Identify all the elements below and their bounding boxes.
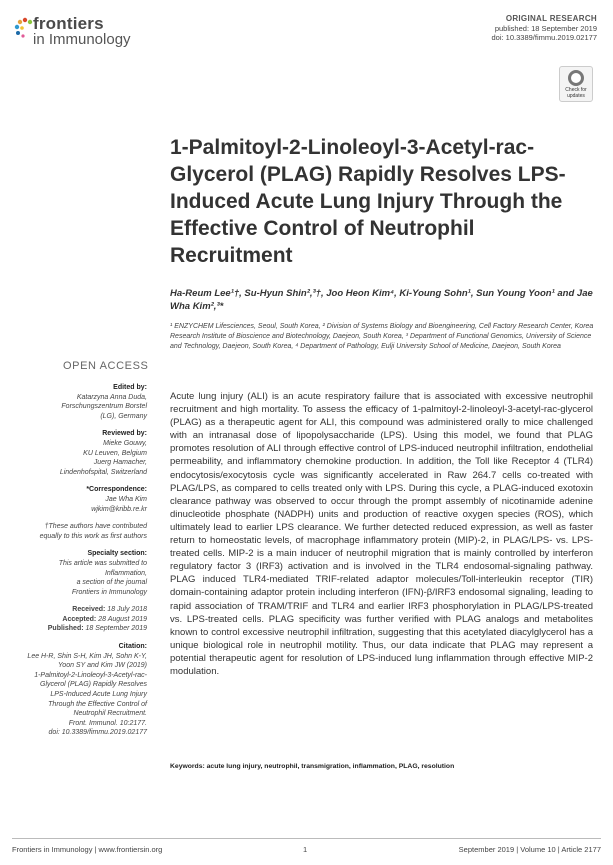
received-date: 18 July 2018 [107,606,147,614]
citation-line: LPS-Induced Acute Lung Injury [50,691,147,699]
received-label: Received: [72,606,106,614]
reviewed-by-label: Reviewed by: [102,430,147,438]
editor-line: Forschungszentrum Borstel [61,403,147,411]
citation-line: Neutrophil Recruitment. [73,710,147,718]
editor-line: Katarzyna Anna Duda, [76,393,147,401]
equal-contribution-note: †These authors have contributed [44,523,147,531]
equal-contribution-note: equally to this work as first authors [39,532,147,540]
journal-logo-line1: frontiers [33,14,104,33]
citation-label: Citation: [118,643,147,651]
author-list[interactable]: Ha-Reum Lee¹†, Su-Hyun Shin²,³†, Joo Heon Kim⁴, Ki-Young Sohn¹, Sun Young Yoon¹ and Jae Wha Kim²,³* [170,288,593,312]
keywords-label: Keywords: [170,763,205,770]
specialty-line: a section of the journal [76,579,147,587]
published-date: published: 18 September 2019 [494,23,597,33]
correspondence-email[interactable]: wjkim@kribb.re.kr [91,505,147,513]
keywords [170,763,593,770]
abstract-text: Acute lung injury (ALI) is an acute respiratory failure that is associated with excessive neutrophil recruitment and high mortality. To assess the efficacy of 1-palmitoyl-2-linoleoyl-3-acetyl-rac-glycerol (PLAG) as a therapeutic agent for ALI, this compound was administered orally to mice challenged with an intranasal dose of lipopolysaccharide (LPS). Using this model, we found that PLAG promotes resolution of ALI through effective control of LPS-induced neutrophil infiltration, endothelial permeability, and inflammatory chemokine production. In addition, the Toll like Receptor 4 (TLR4) endocytosis/exocytosis cycle was significantly accelerated in Raw 264.7 cells co-treated with PLAG/LPS, as compared to cells treated only with LPS. During this cycle, a PLAG-induced exotoxin clearance pathway was observed to occur through the prompt assembly of nicotinamide adenine dinucleotide phosphate (NADPH) units and production of reactive oxygen species (ROS), which ultimately lead to earlier LPS clearance. We further detected reduced expression, as well as faster return to homeostatic levels, of macrophage inflammatory protein (MIP)-2, in PLAG/LPS- vs. LPS-treated cells. MIP-2 is a main inducer of neutrophil migration that is mainly controlled by interferon regulatory factor 3 (IRF3) activation and is involved in the TLR4 endosomal-signaling pathway. PLAG induced TLR4-mediated TRIF-related adaptor molecules/Toll-interleukin receptor (TIR) domain-containing adaptor protein including interferon (IFN)-β/IRF3 endosomal signaling, leading to rapid association of TRAM/TRIF and TLR4 and earlier IRF3 phosphorylation in PLAG/LPS-treated vs. LPS-treated cells. PLAG specificity was further verified with PLAG analogs and metabolites known to control excessive neutrophil infiltration, suggesting that this acetylated diacylglycerol has a unique biological role in neutrophil motility. Thus, our data indicate that PLAG may represent a potential therapeutic agent for resolution of LPS-induced lung inflammation through effective MIP-2 modulation. [170,391,593,677]
reviewer-line: KU Leuven, Belgium [83,449,147,457]
specialty-line: Frontiers in Immunology [71,588,147,596]
journal-logo-line2: in Immunology [33,31,131,48]
open-access-label: OPEN ACCESS [63,360,149,372]
footer-journal-link[interactable]: Frontiers in Immunology | www.frontiersin.org [12,845,163,854]
keywords-list: acute lung injury, neutrophil, transmigration, inflammation, PLAG, resolution [206,763,455,770]
correspondence-name: Jae Wha Kim [105,495,147,503]
citation-line: Lee H-R, Shin S-H, Kim JH, Sohn K-Y, [27,652,147,660]
citation-line: Front. Immunol. 10:2177. [68,719,147,727]
affiliations: ¹ ENZYCHEM Lifesciences, Seoul, South Korea, ² Division of Systems Biology and Bioengineering, Cell Factory Research Center, Korea Research Institute of Bioscience and Biotechnology, Daejeon, South Korea, ³ Department of Functional Genomics, University of Science and Technology, Daejeon, South Korea, ⁴ Department of Pathology, Eulji University School of Medicine, Daejeon, South Korea [170,323,594,350]
article-type: ORIGINAL RESEARCH [505,14,597,23]
citation-doi[interactable]: doi: 10.3389/fimmu.2019.02177 [48,729,147,737]
check-updates-icon [568,70,584,86]
accepted-date: 28 August 2019 [98,615,147,623]
published-date-sidebar: 18 September 2019 [85,625,147,633]
citation-line: 1-Palmitoyl-2-Linoleoyl-3-Acetyl-rac- [34,671,147,679]
reviewer-line: Mieke Gouwy, [103,439,147,447]
doi[interactable]: doi: 10.3389/fimmu.2019.02177 [491,33,597,42]
specialty-line: This article was submitted to [58,559,147,567]
citation-line: Through the Effective Control of [48,700,147,708]
citation-line: Yoon SY and Kim JW (2019) [58,662,147,670]
specialty-line: Inflammation, [104,569,147,577]
footer-issue-info: September 2019 | Volume 10 | Article 2177 [458,845,601,854]
citation-line: Glycerol (PLAG) Rapidly Resolves [40,681,147,689]
check-updates-label: Check for updates [565,87,587,99]
footer-divider [12,838,601,839]
editor-line: (LG), Germany [100,412,147,420]
article-sidebar [0,383,147,738]
correspondence-label: *Correspondence: [86,486,147,494]
published-label: Published: [47,625,84,633]
specialty-label: Specialty section: [87,550,147,558]
check-for-updates-button[interactable] [559,66,593,102]
edited-by-label: Edited by: [113,384,147,391]
article-title: 1-Palmitoyl-2-Linoleoyl-3-Acetyl-rac-Glycerol (PLAG) Rapidly Resolves LPS-Induced Acute Lung Injury Through the Effective Control of Neutrophil Recruitment [170,136,566,267]
reviewer-line: Lindenhofspital, Switzerland [59,468,147,476]
page-number: 1 [303,845,308,854]
reviewer-line: Juerg Hamacher, [93,459,147,467]
article-meta [492,14,598,43]
accepted-label: Accepted: [62,615,97,623]
